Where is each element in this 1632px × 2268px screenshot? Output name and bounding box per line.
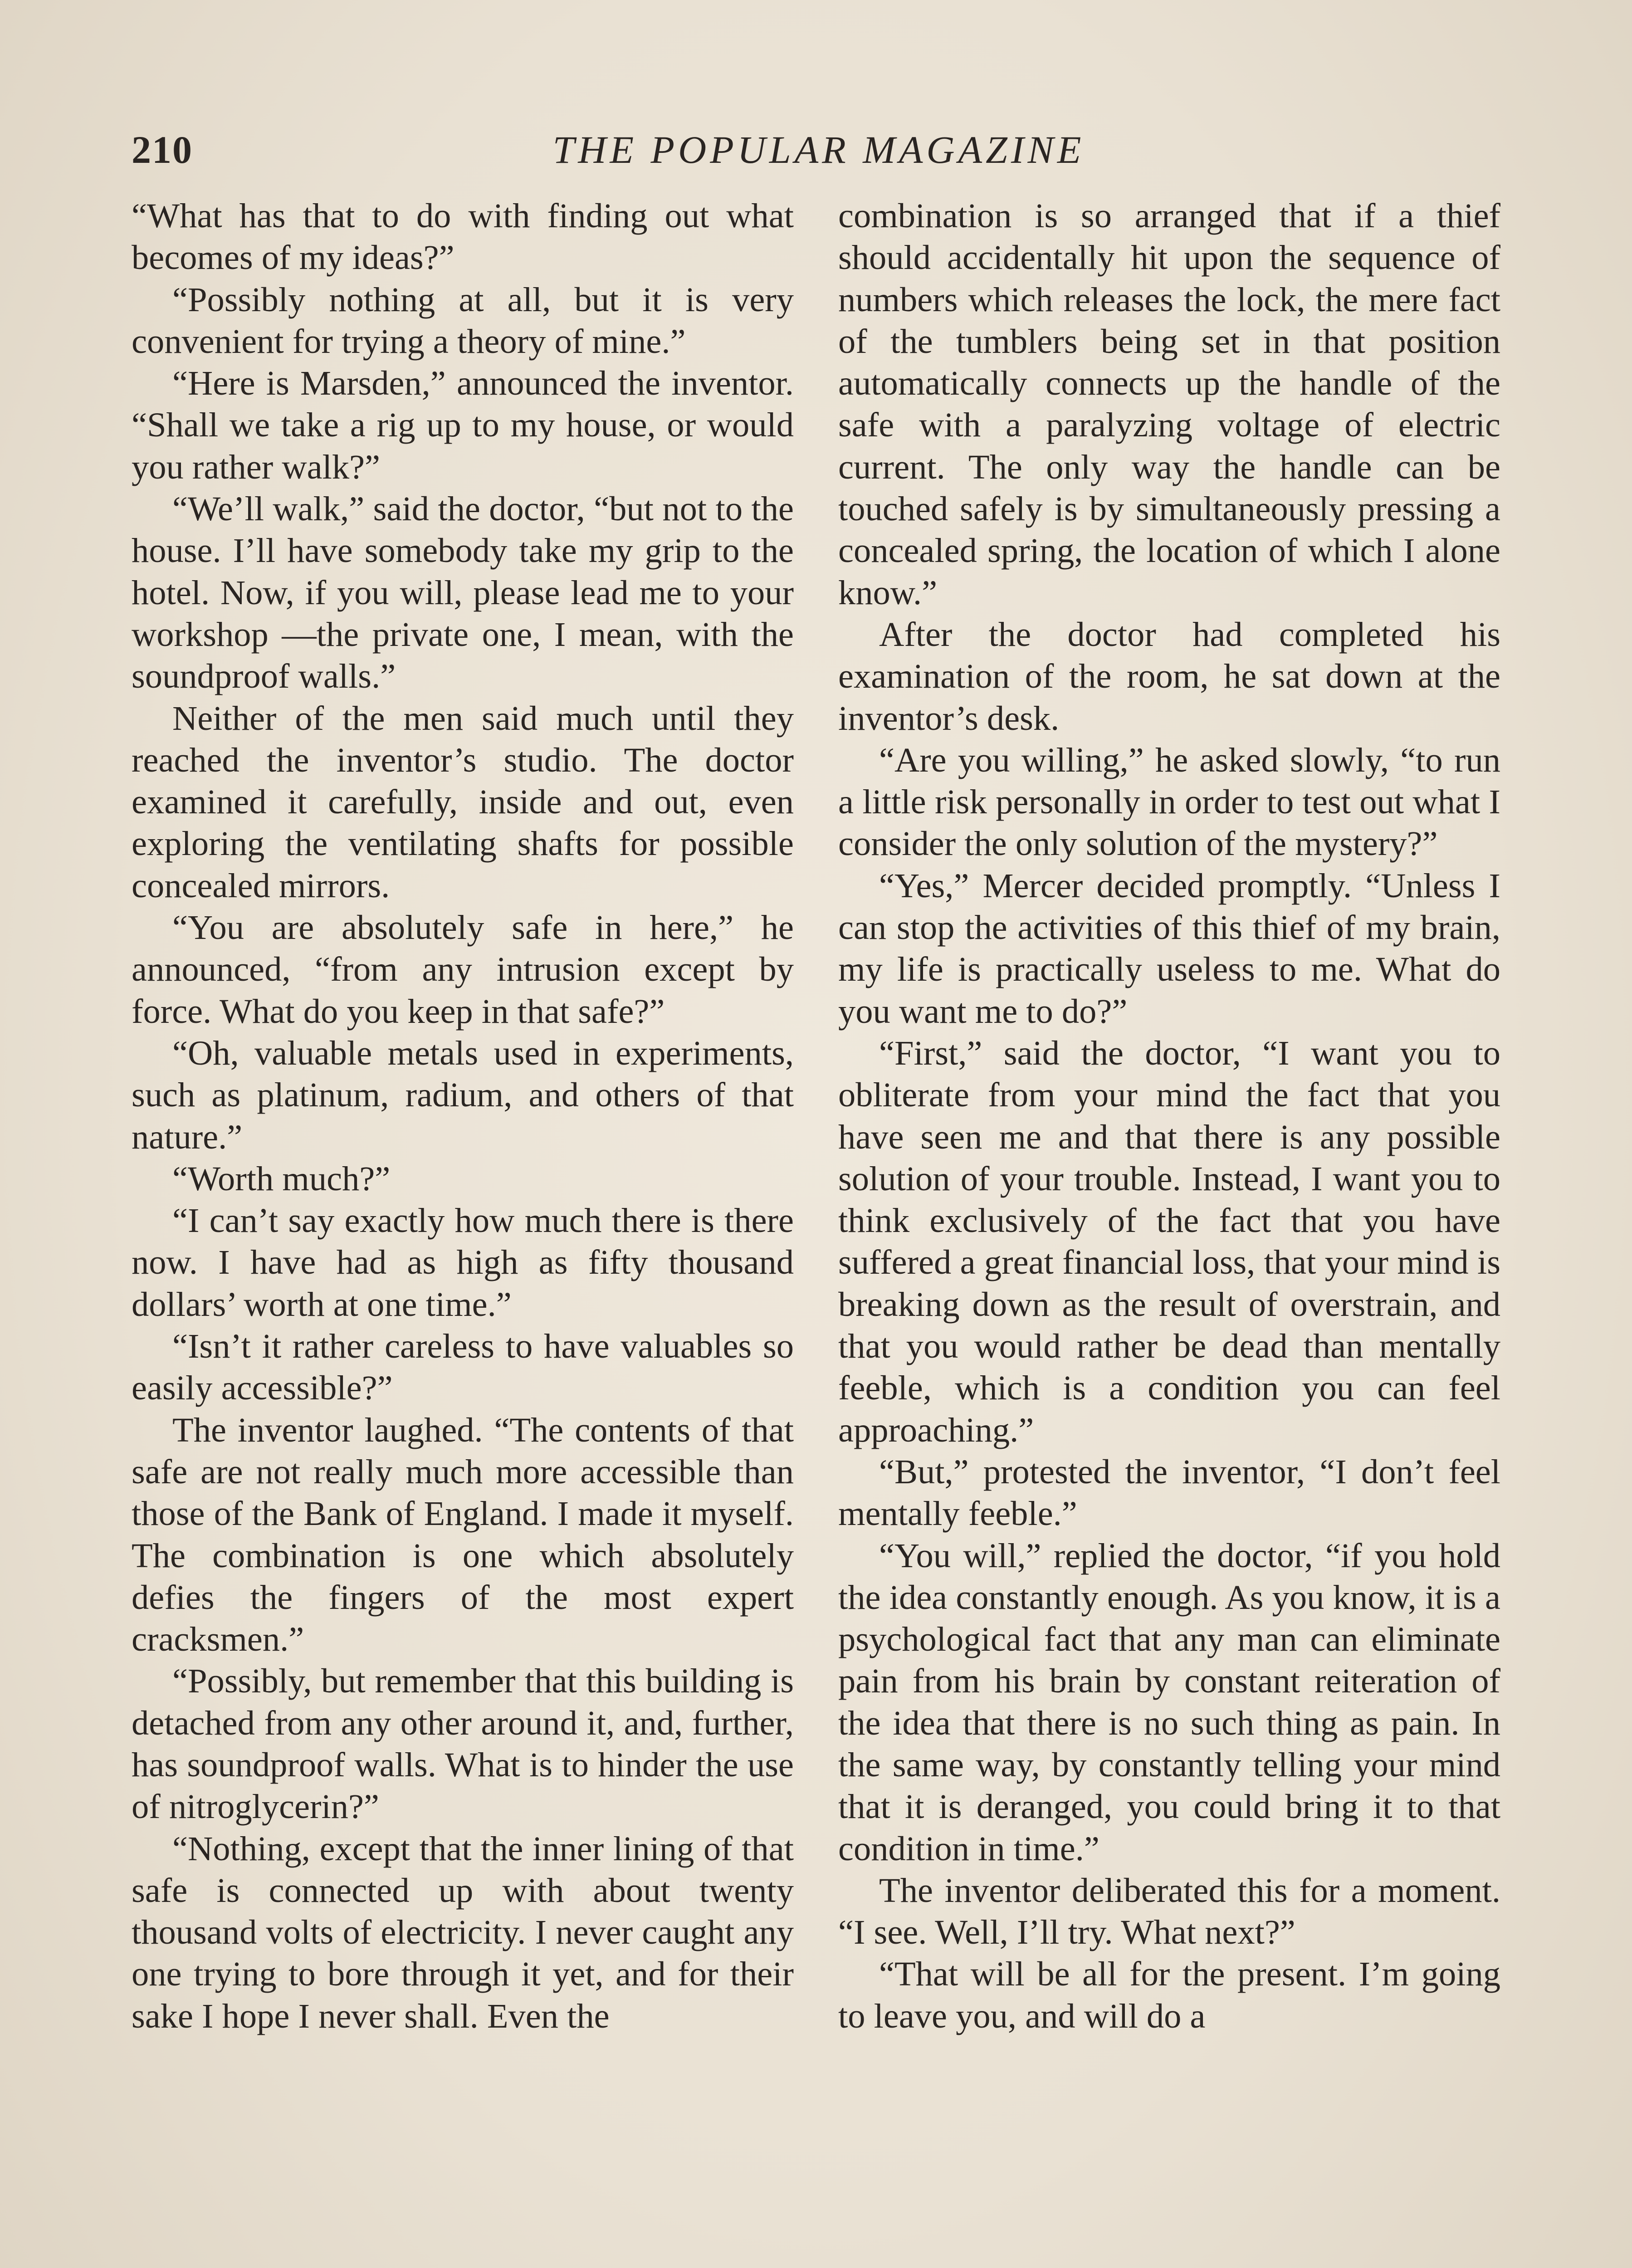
text-column-left: [132, 195, 794, 2037]
paragraph: “I can’t say exactly how much there is there now. I have had as high as fifty thousand dollars’ worth at one time.”: [132, 1201, 794, 1324]
paragraph: “Are you willing,” he asked slowly, “to run a little risk personally in order to test out what I consider the only solution of the mystery?”: [838, 740, 1500, 863]
paragraph: The inventor laughed. “The contents of that safe are not really much more accessible than those of the Bank of England. I made it myself. The combination is one which absolutely defies the fingers of the most expert cracksmen.”: [132, 1410, 794, 1659]
paragraph: After the doctor had completed his examination of the room, he sat down at the inventor’s desk.: [838, 615, 1500, 738]
paragraph: “Possibly, but remember that this building is detached from any other around it, and, further, has soundproof walls. What is to hinder the use of nitroglycerin?”: [132, 1662, 794, 1826]
paragraph: “Possibly nothing at all, but it is very convenient for trying a theory of mine.”: [132, 280, 794, 361]
page-number: 210: [132, 128, 193, 171]
page-header: [132, 122, 1506, 177]
paragraph: “You are absolutely safe in here,” he announced, “from any intrusion except by force. What do you keep in that safe?”: [132, 908, 794, 1031]
paragraph: Neither of the men said much until they reached the inventor’s studio. The doctor examined it carefully, inside and out, even exploring the ventilating shafts for possible concealed mirrors.: [132, 699, 794, 905]
paragraph: “First,” said the doctor, “I want you to obliterate from your mind the fact that you have seen me and that there is any possible solution of your trouble. Instead, I want you to think exclusively of the fact that you have suffered a great financial loss, that your mind is breaking down as the result of overstrain, and that you would rather be dead than mentally feeble, which is a condition you can feel approaching.”: [838, 1033, 1500, 1449]
paragraph: “Yes,” Mercer decided promptly. “Unless I can stop the activities of this thief of my brain, my life is practically useless to me. What do you want me to do?”: [838, 866, 1500, 1031]
paragraph: “We’ll walk,” said the doctor, “but not to the house. I’ll have somebody take my grip to the hotel. Now, if you will, please lead me to your workshop —the private one, I mean, with the soundproof walls.”: [132, 489, 794, 696]
paragraph: “You will,” replied the doctor, “if you hold the idea constantly enough. As you know, it is a psychological fact that any man can eliminate pain from his brain by constant reiteration of the idea that there is no such thing as pain. In the same way, by constantly telling your mind that it is deranged, you could bring it to that condition in time.”: [838, 1536, 1500, 1868]
paragraph: “Isn’t it rather careless to have valuables so easily accessible?”: [132, 1327, 794, 1408]
paragraph: “That will be all for the present. I’m going to leave you, and will do a: [838, 1955, 1500, 2035]
paragraph: “What has that to do with finding out what becomes of my ideas?”: [132, 196, 794, 277]
magazine-title: THE POPULAR MAGAZINE: [552, 128, 1085, 171]
text-column-right: [838, 195, 1500, 2037]
paragraph: “Nothing, except that the inner lining of that safe is connected up with about twenty thousand volts of electricity. I never caught any one trying to bore through it yet, and for their sake I hope I never shall. Even the: [132, 1829, 794, 2035]
paragraph: combination is so arranged that if a thief should accidentally hit upon the sequence of numbers which releases the lock, the mere fact of the tumblers being set in that position automatically connects up the handle of the safe with a paralyzing voltage of electric current. The only way the handle can be touched safely is by simultaneously pressing a concealed spring, the location of which I alone know.”: [838, 196, 1500, 612]
paragraph: “But,” protested the inventor, “I don’t feel mentally feeble.”: [838, 1452, 1500, 1533]
paragraph: “Worth much?”: [172, 1159, 391, 1198]
paragraph: “Here is Marsden,” announced the inventor. “Shall we take a rig up to my house, or would you rather walk?”: [132, 364, 794, 486]
paragraph: “Oh, valuable metals used in experiments, such as platinum, radium, and others of that nature.”: [132, 1033, 794, 1156]
paragraph: The inventor deliberated this for a moment. “I see. Well, I’ll try. What next?”: [838, 1871, 1500, 1952]
